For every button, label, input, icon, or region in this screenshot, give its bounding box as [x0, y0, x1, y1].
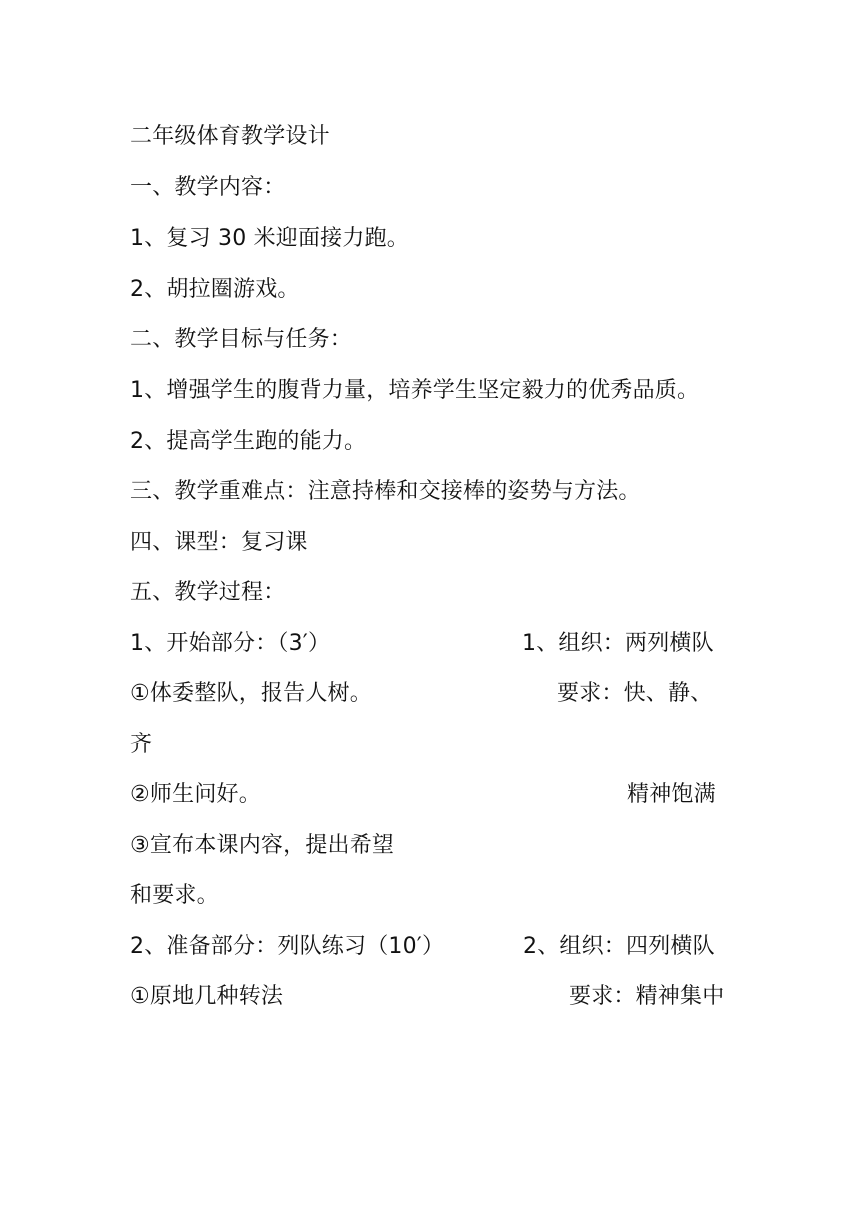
- content-item-relay-run: 1、复习 30 米迎面接力跑。: [130, 226, 409, 251]
- process-part1-step2: ②师生问好。: [130, 782, 261, 807]
- goal-item-strength: 1、增强学生的腹背力量，培养学生坚定毅力的优秀品质。: [130, 378, 700, 403]
- process-part2-organization: 2、组织：四列横队: [523, 934, 715, 959]
- process-part1-requirement-cont: 齐: [130, 732, 153, 757]
- process-part2-step1: ①原地几种转法: [130, 984, 284, 1009]
- section-heading-process: 五、教学过程：: [130, 580, 286, 605]
- process-part2-requirement: 要求：精神集中: [569, 984, 725, 1009]
- content-item-hula-hoop: 2、胡拉圈游戏。: [130, 277, 300, 302]
- process-part1-organization: 1、组织：两列横队: [522, 631, 714, 656]
- process-part1-requirement: 要求：快、静、: [557, 681, 713, 706]
- process-part1-step1: ①体委整队，报告人树。: [130, 681, 372, 706]
- process-part2-heading: 2、准备部分：列队练习（10′）: [130, 934, 445, 959]
- section-key-points: 三、教学重难点：注意持棒和交接棒的姿势与方法。: [130, 479, 641, 504]
- section-heading-content: 一、教学内容：: [130, 175, 286, 200]
- process-part1-step3: ③宣布本课内容，提出希望: [130, 833, 395, 858]
- goal-item-running: 2、提高学生跑的能力。: [130, 429, 367, 454]
- section-heading-goals: 二、教学目标与任务：: [130, 327, 353, 352]
- section-lesson-type: 四、课型：复习课: [130, 530, 308, 555]
- process-part1-requirement2: 精神饱满: [627, 782, 716, 807]
- process-part1-heading: 1、开始部分：（3′）: [130, 631, 331, 656]
- process-part1-step3-cont: 和要求。: [130, 883, 219, 908]
- document-title: 二年级体育教学设计: [130, 124, 330, 149]
